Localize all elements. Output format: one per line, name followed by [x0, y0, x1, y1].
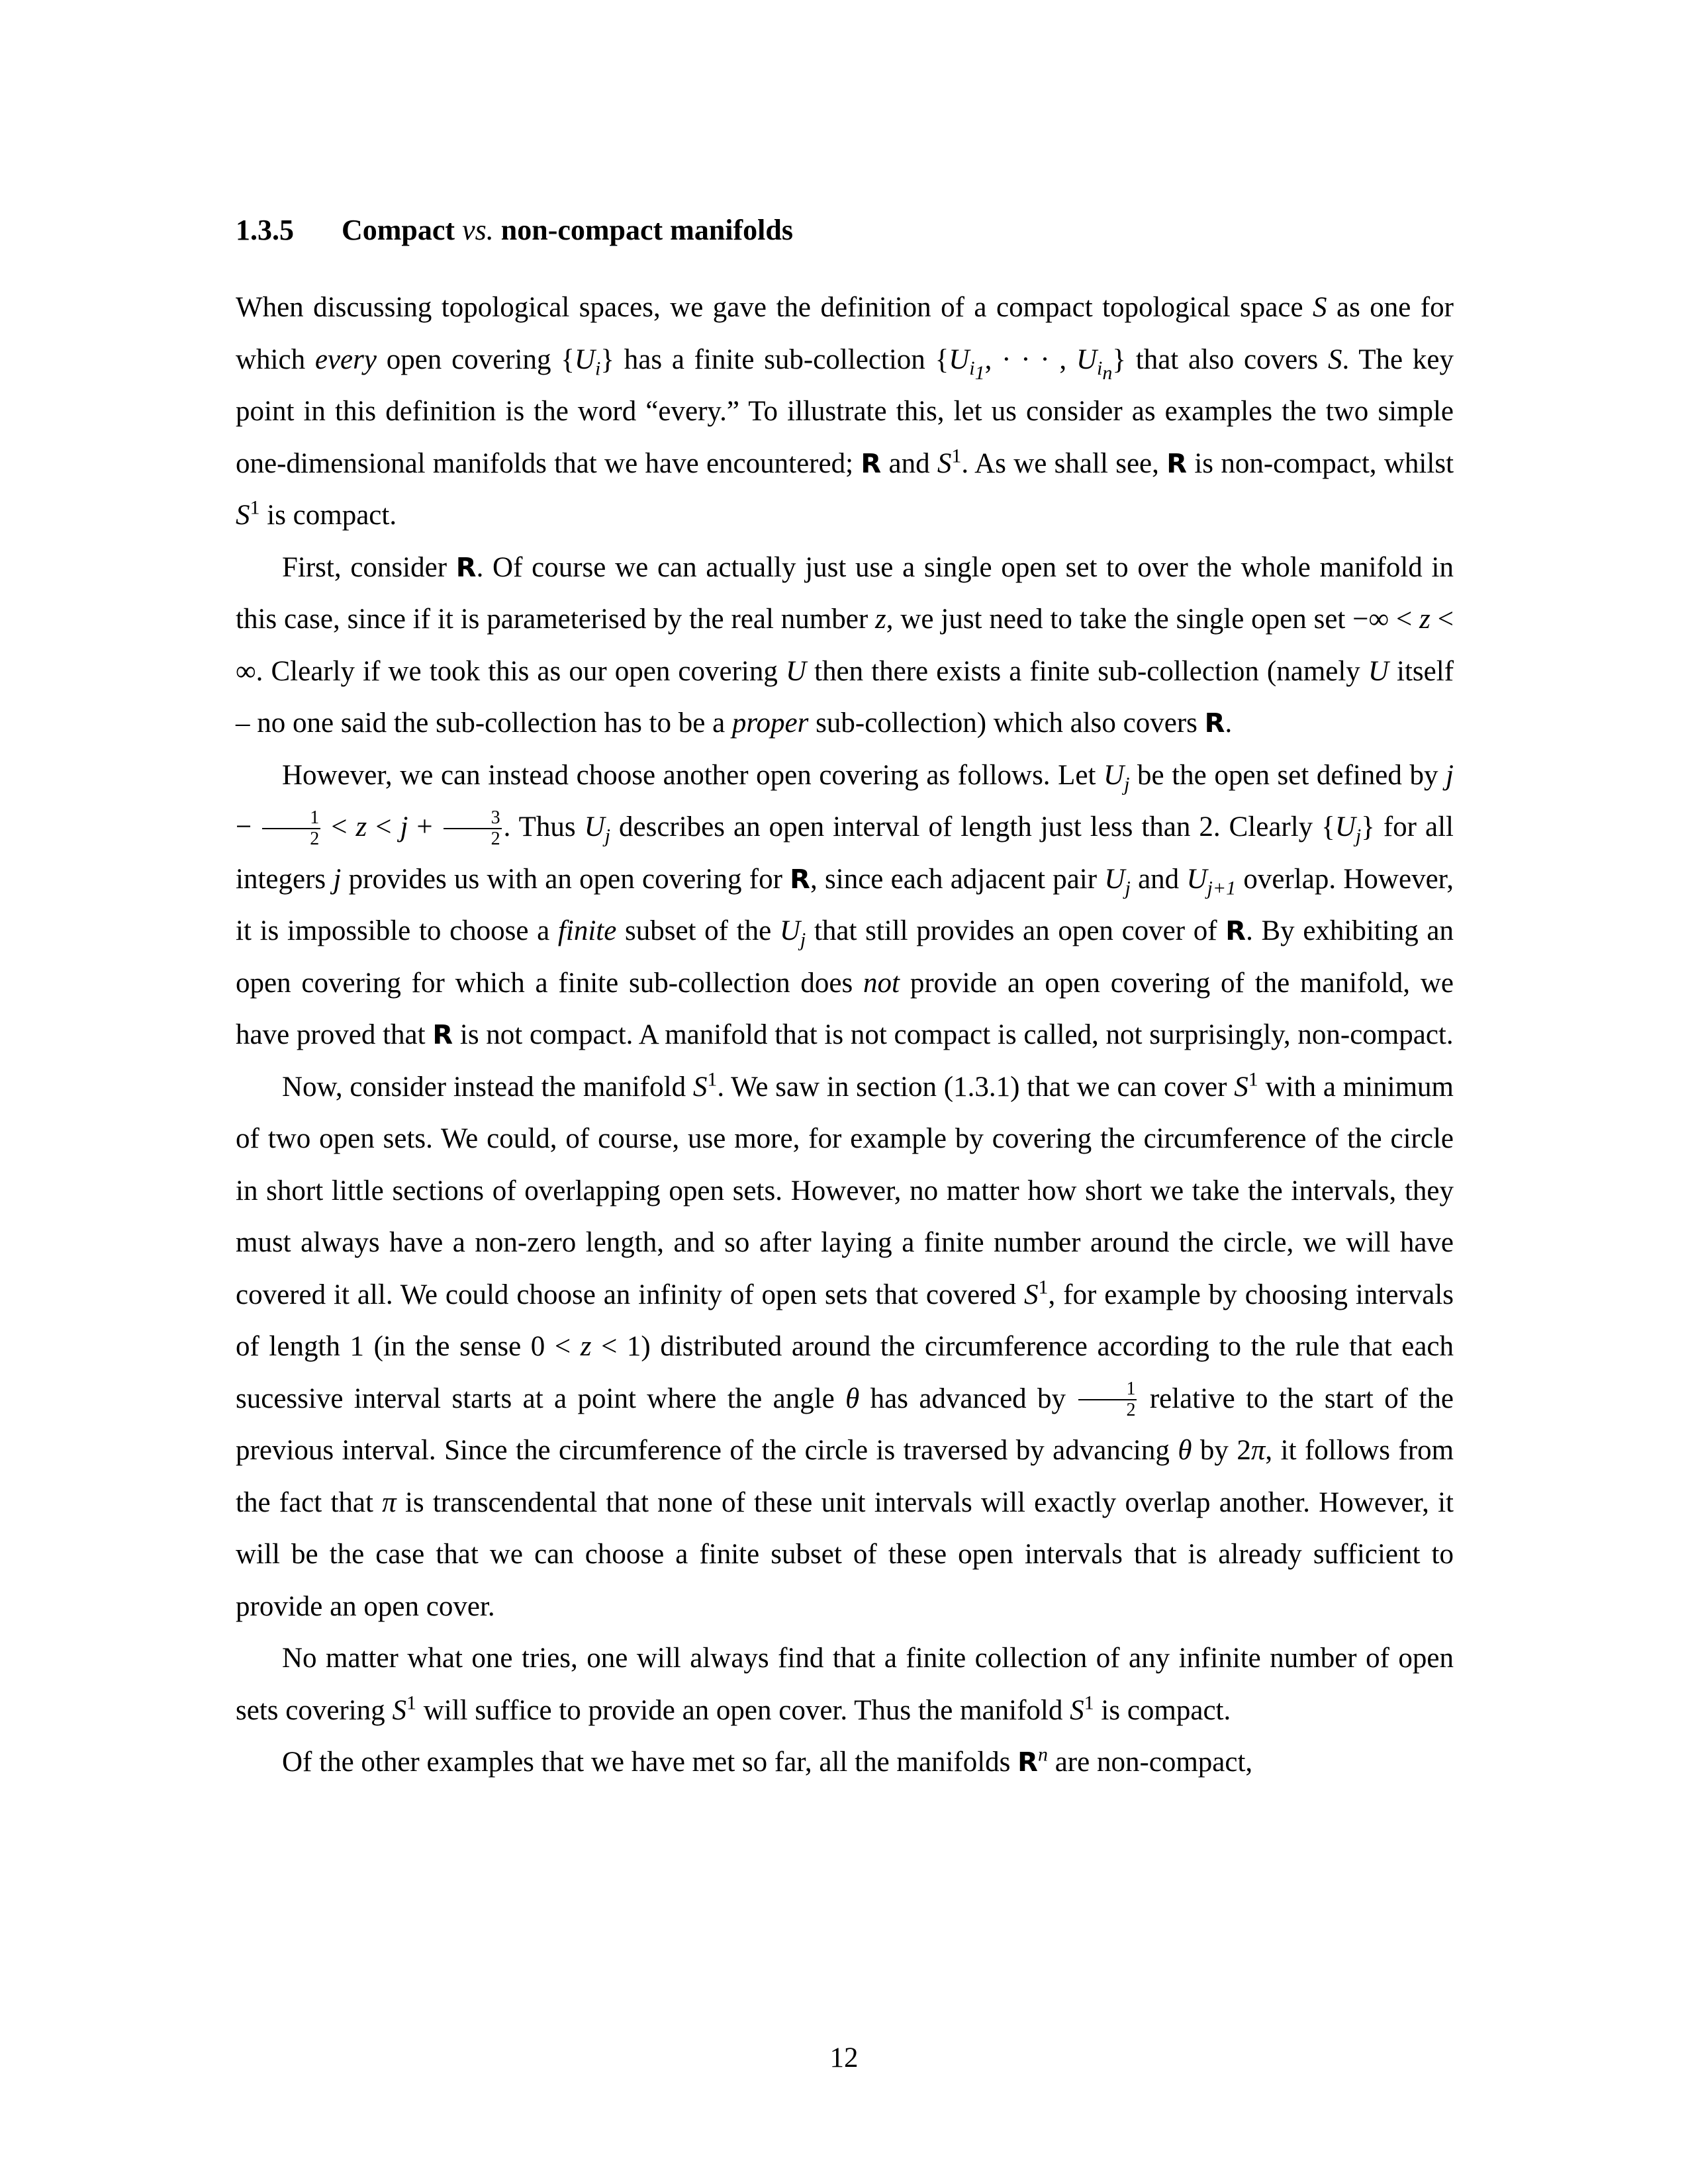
paragraph-3: However, we can instead choose another open covering as follows. Let $U_j$ be the open set defined by j − $\frac{1}{2}$ < z < j + $\frac{3}{2}$ . Thus $U_j$ describes an open interval of length just less than 2. Clearly $\{U_j\}$ for all integers j provides us with an open covering for R, since each adjacent pair $U_j$ and $U_{j+1}$ overlap. However, it is impossible to choose a finite subset of the $U_j$ that still provides an open cover of R. By exhibiting an open covering for which a finite sub-collection does not provide an open covering of the manifold, we have proved that R is not compact. A manifold that is not compact is called, not surprisingly, non-compact.: [236, 759, 1454, 1050]
body-text: [236, 282, 1454, 1789]
paragraph-5: No matter what one tries, one will always find that a finite collection of any infinite number of open sets covering $S^1$ will suffice to provide an open cover. Thus the manifold $S^1$ is compact.: [236, 1643, 1454, 1726]
section-title-pre: Compact: [342, 214, 455, 246]
paragraph-2: First, consider R. Of course we can actually just use a single open set to over the whole manifold in this case, since if it is parameterised by the real number z, we just need to take the single open set −∞ < z < ∞. Clearly if we took this as our open covering U then there exists a finite sub-collection (namely U itself – no one said the sub-collection has to be a proper sub-collection) which also covers R.: [236, 551, 1454, 739]
paragraph-4: Now, consider instead the manifold $S^1$. We saw in section (1.3.1) that we can cover $S^1$ with a minimum of two open sets. We could, of course, use more, for example by covering the circumference of the circle in short little sections of overlapping open sets. However, no matter how short we take the intervals, they must always have a non-zero length, and so after laying a finite number around the circle, we will have covered it all. We could choose an infinity of open sets that covered $S^1$, for example by choosing intervals of length 1 (in the sense 0 < z < 1) distributed around the circumference according to the rule that each sucessive interval starts at a point where the angle θ has advanced by $\frac{1}{2}$ relative to the start of the previous interval. Since the circumference of the circle is traversed by advancing θ by 2π, it follows from the fact that π is transcendental that none of these unit intervals will exactly overlap another. However, it will be the case that we can choose a finite subset of these open intervals that is already sufficient to provide an open cover.: [236, 1068, 1454, 1622]
section-title-post: non-compact manifolds: [500, 214, 793, 246]
section-title-vs: vs.: [462, 214, 494, 246]
section-heading: [236, 210, 1454, 250]
paragraph-6: Of the other examples that we have met so far, all the manifolds $R^n$ are non-compact,: [282, 1743, 1253, 1778]
section-number: 1.3.5: [236, 214, 294, 246]
page-number: 12: [829, 2042, 859, 2073]
paragraph-1: When discussing topological spaces, we gave the definition of a compact topological space S as one for which every open covering $\{U_i\}$ has a finite sub-collection {$U_{i_1}$, · · · , $U_{i_n}$} that also covers S. The key point in this definition is the word “every.” To illustrate this, let us consider as examples the two simple one-dimensional manifolds that we have encountered; R and $S^1$. As we shall see, R is non-compact, whilst $S^1$ is compact.: [236, 292, 1454, 531]
